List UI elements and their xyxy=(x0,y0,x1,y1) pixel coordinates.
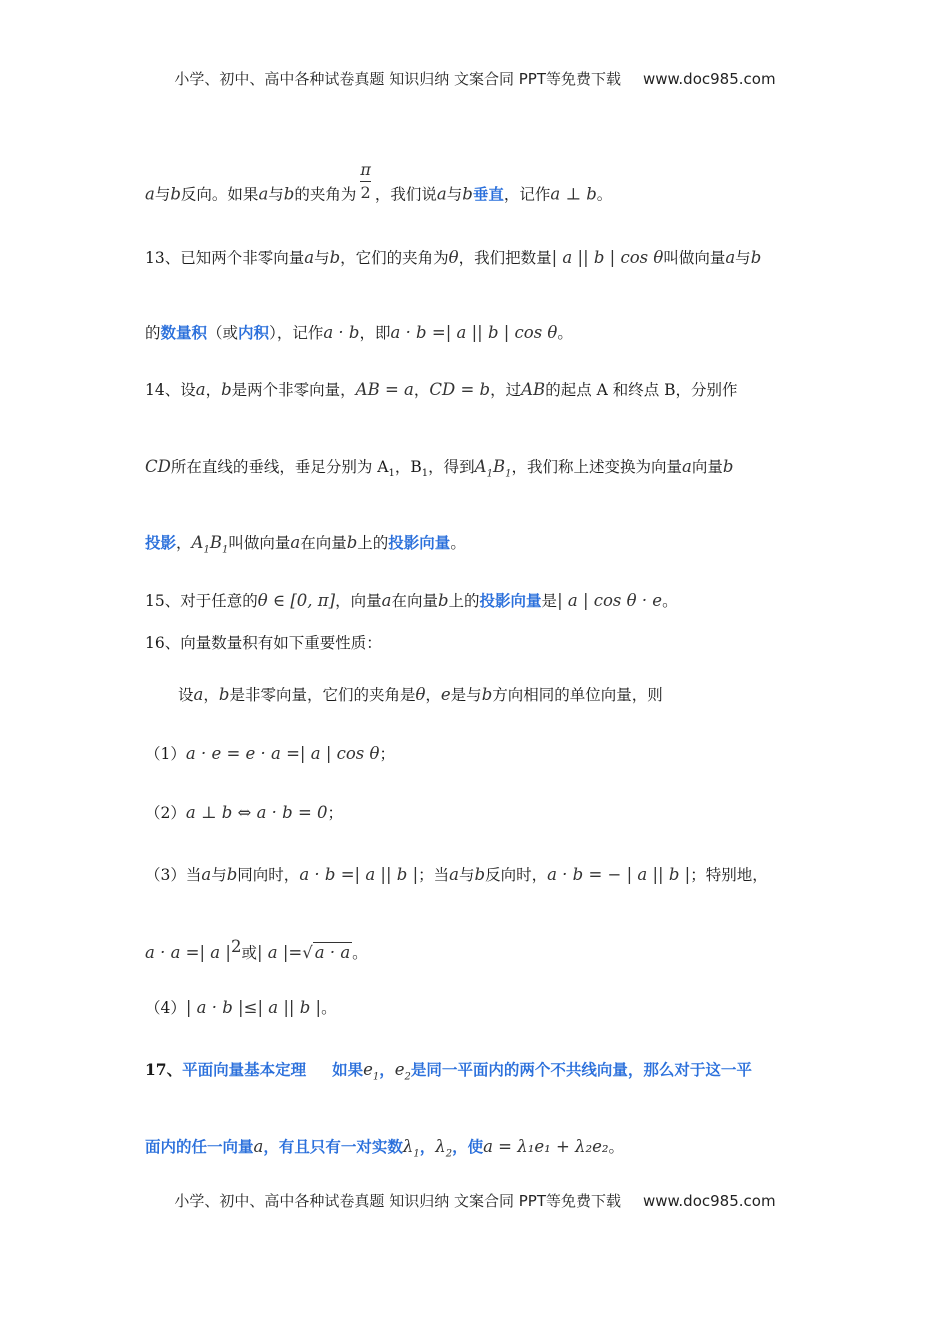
footer-text: 小学、初中、高中各种试卷真题 知识归纳 文案合同 PPT等免费下载 xyxy=(174,1192,621,1210)
para-16-intro: 设a，b是非零向量，它们的夹角是θ，e是与b方向相同的单位向量，则 xyxy=(178,685,663,704)
property-1: （1）a · e = e · a =| a | cos θ； xyxy=(145,744,395,763)
property-3-line1: （3）当a与b同向时，a · b =| a || b |；当a与b反向时，a · b = − | a || b |；特别地， xyxy=(145,865,768,884)
header-text: 小学、初中、高中各种试卷真题 知识归纳 文案合同 PPT等免费下载 xyxy=(174,70,621,88)
para-12-line: a与b反向。如果a与b的夹角为 $\frac{\pi}{2}$ ，我们说a与b垂直，记作a ⊥ b。 xyxy=(145,160,613,204)
page-footer xyxy=(0,1190,950,1211)
term-touyingxl-15: 投影向量 xyxy=(479,591,542,610)
para-13-line2: 的数量积（或内积），记作a · b，即a · b =| a || b | cos θ。 xyxy=(145,323,573,342)
header-site-link[interactable]: www.doc985.com xyxy=(642,70,776,88)
para-14-line2: CD所在直线的垂线，垂足分别为 $A_1$，$B_1$，得到$A_1B_1$，我们称上述变换为向量a向量b xyxy=(145,457,734,480)
para-14-line1: 14、设a，b是两个非零向量，AB = a，CD = b，过AB的起点 A 和终点 B，分别作 xyxy=(145,380,738,399)
footer-site-link[interactable]: www.doc985.com xyxy=(642,1192,776,1210)
para-14-line3: 投影，$A_1B_1$叫做向量a在向量b上的投影向量。 xyxy=(145,533,466,556)
term-neiji: 内积 xyxy=(238,323,270,342)
para-17-line2: 面内的任一向量a，有且只有一对实数$\lambda_1$，$\lambda_2$，使a = λ₁e₁ + λ₂e₂。 xyxy=(145,1137,624,1160)
property-2: （2）a ⊥ b ⇔ a · b = 0； xyxy=(145,803,344,822)
para-17-line1: 17、平面向量基本定理 如果$e_1$，$e_2$是同一平面内的两个不共线向量，那么对于这一平 xyxy=(145,1060,752,1083)
pi-over-2-fraction: $\frac{\pi}{2}$ xyxy=(360,160,371,202)
term-touying: 投影 xyxy=(145,533,177,552)
property-3-line2: a · a =| a $|^2$或| a |=√ a · a 。 xyxy=(145,937,368,963)
para-13-line1: 13、已知两个非零向量a与b，它们的夹角为θ，我们把数量| a || b | cos θ叫做向量a与b xyxy=(145,248,762,267)
term-chuizhi: 垂直 xyxy=(472,184,504,204)
a1b1-vector: $A_1B_1$ xyxy=(474,457,512,480)
term-shuliangji: 数量积 xyxy=(160,323,208,342)
para-16-title: 16、向量数量积有如下重要性质： xyxy=(145,634,382,652)
term-theorem: 平面向量基本定理 xyxy=(182,1060,307,1079)
para-15-line: 15、对于任意的θ ∈ [0, π]，向量a在向量b上的投影向量是| a | cos θ · e。 xyxy=(145,591,678,610)
term-touyingxl: 投影向量 xyxy=(388,533,451,552)
page-header xyxy=(0,68,950,89)
property-4: （4）| a · b |≤| a || b |。 xyxy=(145,998,337,1017)
